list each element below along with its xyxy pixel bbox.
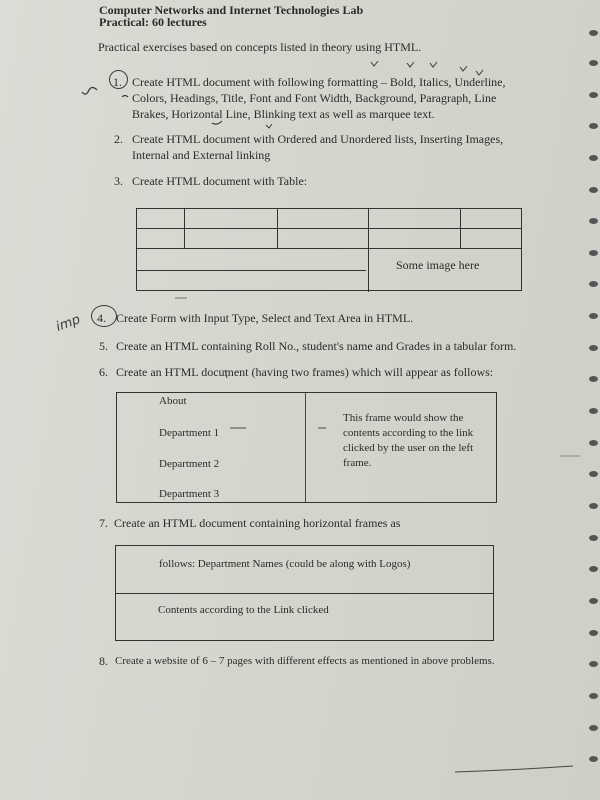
intro-text: Practical exercises based on concepts listed in theory using HTML. <box>98 40 422 54</box>
item-3-line-1: Create HTML document with Table: <box>132 174 308 188</box>
imp-handwritten-note: imp <box>54 312 83 335</box>
item-5-line-1: Create an HTML containing Roll No., student's name and Grades in a tabular form. <box>116 339 517 353</box>
item-2-number: 2. <box>114 132 123 146</box>
bottom-frame-text: Contents according to the Link clicked <box>158 604 329 616</box>
frame-link-department-2: Department 2 <box>159 458 220 470</box>
lab-title: Computer Networks and Internet Technologies Lab <box>99 3 364 17</box>
binder-holes <box>586 0 600 800</box>
item-6-line-1: Create an HTML document (having two frames) which will appear as follows: <box>116 365 494 379</box>
right-frame-text: This frame would show the contents according to the link clicked by the user on the left frame. <box>343 412 474 469</box>
item-8-line-1: Create a website of 6 – 7 pages with different effects as mentioned in above problems. <box>115 655 495 667</box>
item-1-line-1: Create HTML document with following formatting – Bold, Italics, Underline, <box>132 75 506 89</box>
image-cell-label: Some image here <box>396 258 480 272</box>
item-8-number: 8. <box>99 654 108 668</box>
item-4-line-1: Create Form with Input Type, Select and Text Area in HTML. <box>116 311 414 325</box>
item-1-number: 1. <box>113 75 122 89</box>
item-1-line-3: Brakes, Horizontal Line, Blinking text as well as marquee text. <box>132 107 435 121</box>
top-frame-text: follows: Department Names (could be along with Logos) <box>159 558 411 570</box>
frame-link-department-1: Department 1 <box>159 427 220 439</box>
item-7-line-1: Create an HTML document containing horizontal frames as <box>114 516 401 530</box>
item-2-line-1: Create HTML document with Ordered and Unordered lists, Inserting Images, <box>132 132 504 146</box>
item-7-number: 7. <box>99 516 108 530</box>
frame-link-about: About <box>159 395 187 407</box>
lab-subtitle: Practical: 60 lectures <box>99 15 207 29</box>
item-3-number: 3. <box>114 174 123 188</box>
item-6-number: 6. <box>99 365 108 379</box>
item-5-number: 5. <box>99 339 108 353</box>
item-2-line-2: Internal and External linking <box>132 148 271 162</box>
item-1-line-2: Colors, Headings, Title, Font and Font Width, Background, Paragraph, Line <box>132 91 497 105</box>
frame-link-department-3: Department 3 <box>159 488 220 500</box>
item-4-number: 4. <box>97 311 106 325</box>
